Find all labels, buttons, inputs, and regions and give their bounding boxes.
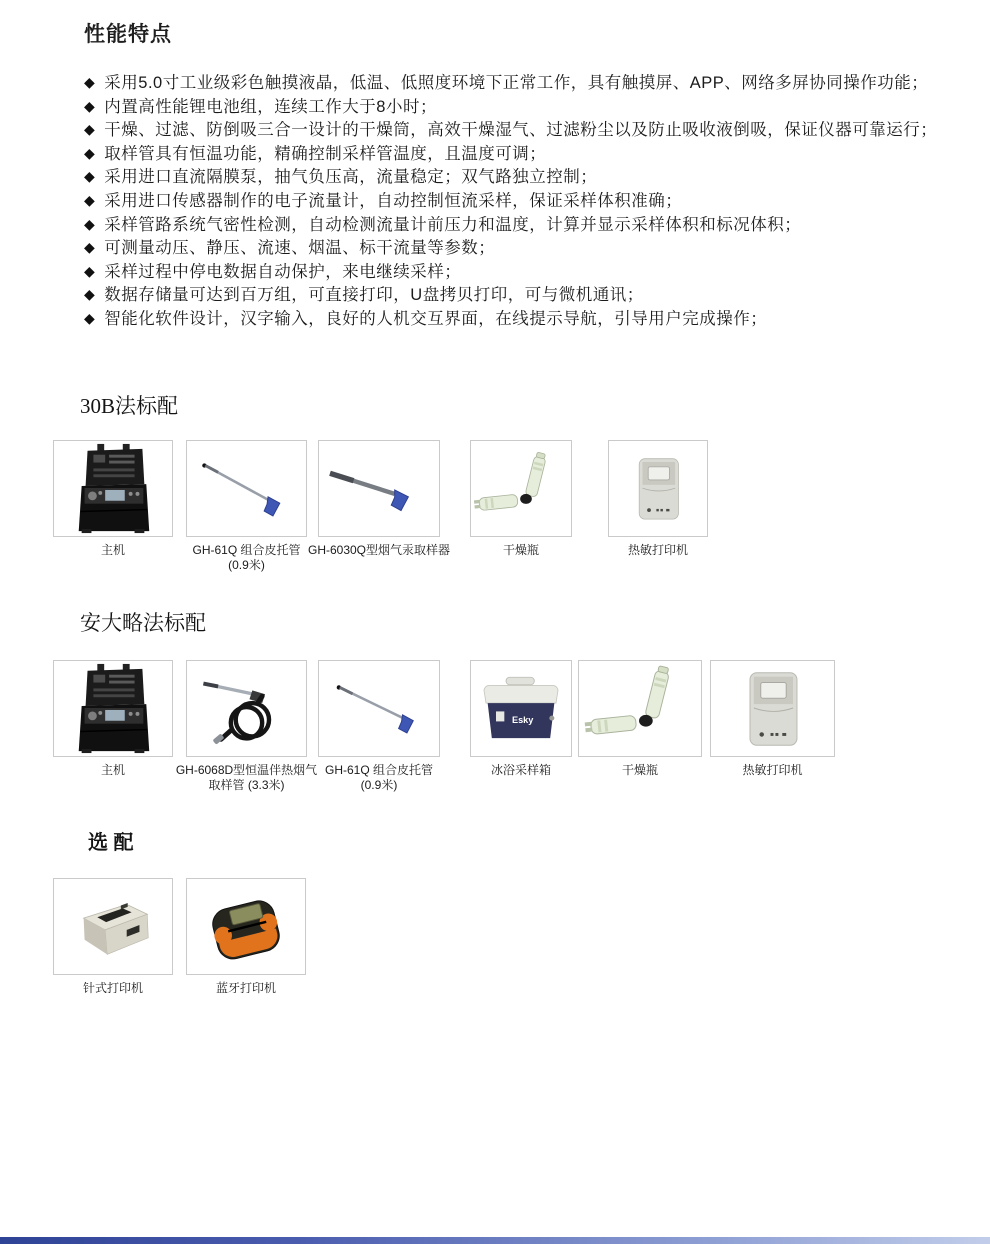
product-card-thermal-printer [608, 440, 708, 558]
product-card-cooler-box [470, 660, 572, 778]
product-label: 热敏打印机 [742, 763, 803, 777]
product-label: GH-61Q 组合皮托管 [324, 763, 433, 777]
product-card-main-unit [53, 440, 173, 558]
feature-item [84, 237, 937, 261]
product-sublabel: (0.9米) [228, 558, 265, 572]
product-sublabel: 取样管 (3.3米) [208, 778, 285, 792]
section-title-ontario: 安大略法标配 [80, 611, 206, 635]
thermal-printer-icon [711, 661, 834, 756]
product-caption [308, 543, 450, 558]
product-sublabel: (0.9米) [360, 778, 398, 792]
product-card-main-unit [53, 660, 173, 778]
feature-text: 采样管路系统气密性检测，自动检测流量计前压力和温度，计算并显示采样体积和标况体积； [104, 215, 802, 234]
product-caption [503, 543, 539, 558]
product-card-bluetooth-printer [186, 878, 306, 996]
feature-text: 采用进口传感器制作的电子流量计，自动控制恒流采样，保证采样体积准确； [104, 191, 683, 210]
product-card-pitot-tube [186, 440, 307, 573]
product-row-optional [53, 878, 306, 996]
product-caption [325, 763, 433, 793]
drying-bottle-image [470, 440, 572, 537]
thermal-printer-image [710, 660, 835, 757]
heated-tube-icon [187, 661, 306, 756]
diamond-bullet-icon: ◆ [84, 168, 96, 185]
bluetooth-printer-icon [187, 879, 305, 974]
dot-matrix-printer-icon [54, 879, 172, 974]
cooler-box-icon [471, 661, 571, 756]
diamond-bullet-icon: ◆ [84, 121, 96, 138]
diamond-bullet-icon: ◆ [84, 144, 96, 161]
pitot-tube-image [318, 660, 440, 757]
product-label: 热敏打印机 [627, 543, 688, 557]
product-label: GH-6068D型恒温伴热烟气 [175, 763, 318, 777]
product-caption [83, 981, 143, 996]
feature-text: 智能化软件设计，汉字输入，良好的人机交互界面，在线提示导航，引导用户完成操作； [104, 309, 768, 328]
product-caption [101, 763, 125, 778]
product-label: 针式打印机 [82, 981, 143, 995]
diamond-bullet-icon: ◆ [84, 191, 96, 208]
product-caption [491, 763, 551, 778]
product-caption [628, 543, 688, 558]
feature-text: 采样过程中停电数据自动保护，来电继续采样； [104, 262, 462, 281]
product-label: GH-61Q 组合皮托管 [192, 543, 301, 557]
cooler-box-image [470, 660, 572, 757]
pitot-tube-image [186, 440, 307, 537]
product-caption [192, 543, 300, 573]
feature-item [84, 214, 937, 238]
product-caption [742, 763, 802, 778]
sampling-gun-icon [319, 441, 439, 536]
dot-matrix-printer-image [53, 878, 173, 975]
feature-text: 取样管具有恒温功能，精确控制采样管温度，且温度可调； [104, 144, 547, 163]
diamond-bullet-icon: ◆ [84, 239, 96, 256]
product-label: GH-6030Q型烟气汞取样器 [307, 543, 451, 557]
product-row-30b [53, 440, 708, 573]
feature-text: 可测量动压、静压、流速、烟温、标干流量等参数； [104, 239, 496, 258]
product-card-drying-bottle [470, 440, 572, 558]
product-label: 蓝牙打印机 [215, 981, 276, 995]
product-caption [101, 543, 125, 558]
section-title-optional: 选 配 [88, 832, 134, 854]
drying-bottle-icon [471, 441, 571, 536]
product-row-ontario [53, 660, 835, 793]
diamond-bullet-icon: ◆ [84, 97, 96, 114]
thermal-printer-image [608, 440, 708, 537]
feature-item [84, 72, 937, 96]
diamond-bullet-icon: ◆ [84, 309, 96, 326]
thermal-printer-icon [609, 441, 707, 536]
product-caption [176, 763, 317, 793]
features-list [84, 72, 937, 332]
main-unit-image [53, 440, 173, 537]
cooler-brand-text: Esky [511, 715, 534, 726]
feature-item [84, 308, 937, 332]
pitot-tube-icon [187, 441, 306, 536]
diamond-bullet-icon: ◆ [84, 262, 96, 279]
product-card-thermal-printer [710, 660, 835, 778]
feature-item [84, 166, 937, 190]
product-label: 冰浴采样箱 [490, 763, 551, 777]
bluetooth-printer-image [186, 878, 306, 975]
drying-bottle-icon [579, 661, 701, 756]
pitot-tube-icon [319, 661, 439, 756]
product-label: 干燥瓶 [502, 543, 539, 557]
feature-text: 采用进口直流隔膜泵，抽气负压高，流量稳定；双气路独立控制； [104, 168, 598, 187]
diamond-bullet-icon: ◆ [84, 215, 96, 232]
product-card-pitot-tube [318, 660, 440, 793]
feature-item [84, 96, 937, 120]
section-title-30b: 30B法标配 [80, 394, 179, 418]
feature-text: 采用5.0寸工业级彩色触摸液晶，低温、低照度环境下正常工作，具有触摸屏、APP、网络多屏协同操作功能； [104, 74, 929, 92]
feature-item [84, 261, 937, 285]
diamond-bullet-icon: ◆ [84, 74, 96, 90]
mercury-sampler-image [318, 440, 440, 537]
feature-item [84, 143, 937, 167]
feature-text: 干燥、过滤、防倒吸三合一设计的干燥筒，高效干燥湿气、过滤粉尘以及防止吸收液倒吸，保证仪器可靠运行； [104, 121, 938, 140]
feature-item [84, 119, 937, 143]
drying-bottle-image [578, 660, 702, 757]
footer-accent-bar [0, 1237, 990, 1244]
product-caption [622, 763, 658, 778]
product-label: 干燥瓶 [621, 763, 658, 777]
product-label: 主机 [100, 763, 125, 777]
feature-text: 数据存储量可达到百万组，可直接打印，U盘拷贝打印，可与微机通讯； [104, 286, 644, 305]
product-caption [216, 981, 276, 996]
features-section-title: 性能特点 [84, 23, 172, 46]
product-label: 主机 [100, 543, 125, 557]
feature-item [84, 284, 937, 308]
feature-text: 内置高性能锂电池组，连续工作大于8小时； [104, 97, 437, 116]
diamond-bullet-icon: ◆ [84, 286, 96, 303]
main-unit-image [53, 660, 173, 757]
heated-sampling-tube-image [186, 660, 307, 757]
product-card-dot-matrix-printer [53, 878, 173, 996]
feature-item [84, 190, 937, 214]
product-card-heated-sampling-tube [175, 660, 318, 793]
product-card-mercury-sampler [307, 440, 451, 558]
portable-analyzer-icon [54, 661, 172, 756]
portable-analyzer-icon [54, 441, 172, 536]
product-card-drying-bottle [578, 660, 702, 778]
